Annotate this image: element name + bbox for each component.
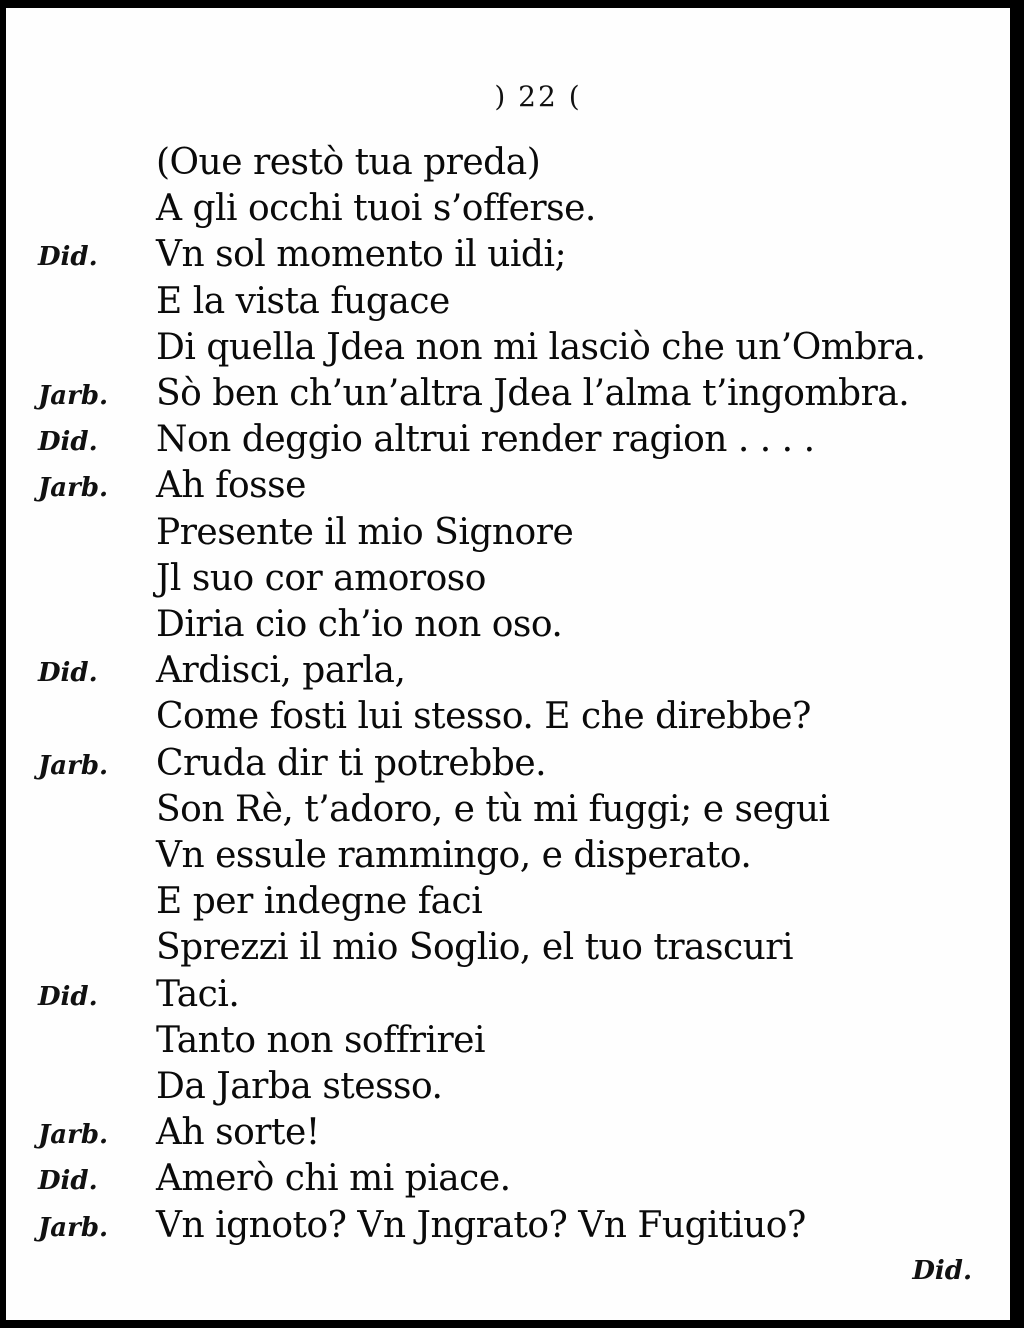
speaker-label: Jarb. [38, 1120, 109, 1151]
verse-text: Vn essule rammingo, e disperato. [156, 835, 752, 876]
verse-text: Non deggio altrui render ragion . . . . [156, 419, 815, 461]
verse-line [6, 465, 1010, 511]
speaker-label: Jarb. [38, 381, 109, 411]
verse-line [6, 234, 1010, 280]
verse-text: Ah sorte! [156, 1112, 320, 1154]
verse-text: E la vista fugace [156, 280, 450, 322]
verse-line [6, 1112, 1010, 1158]
verse-line [6, 789, 1010, 835]
verse-text: Diria cio ch’io non oso. [156, 604, 563, 645]
verse-line [6, 1066, 1010, 1112]
speaker-label: Did. [38, 427, 98, 458]
speaker-label: Did. [38, 981, 98, 1012]
verse-text: Vn sol momento il uidi; [156, 234, 567, 276]
speaker-label: Jarb. [38, 1212, 109, 1243]
verse-line [6, 558, 1010, 604]
verse-line [6, 373, 1010, 419]
verse-line [6, 696, 1010, 742]
speaker-label: Did. [38, 1166, 98, 1197]
speaker-label: Did. [38, 658, 98, 689]
verse-line [6, 512, 1010, 558]
verse-text: Son Rè, t’adoro, e tù mi fuggi; e segui [156, 788, 830, 830]
verse-text: Ardisci, parla, [156, 650, 406, 692]
verse-line [6, 835, 1010, 881]
verse-text: Tanto non soffrirei [156, 1019, 485, 1061]
verse-line [6, 142, 1010, 188]
verse-text: Cruda dir ti potrebbe. [156, 742, 547, 784]
verse-line [6, 188, 1010, 234]
verse-text: Di quella Jdea non mi lasciò che un’Ombra. [156, 326, 926, 368]
book-page [6, 8, 1010, 1320]
speaker-label: Jarb. [38, 750, 109, 781]
verse-text: Ah fosse [156, 465, 306, 507]
verse-line [6, 974, 1010, 1020]
verse-line [6, 604, 1010, 650]
verse-text: E per indegne faci [156, 881, 483, 923]
verse-text: Amerò chi mi piace. [156, 1158, 511, 1200]
verse-line [6, 881, 1010, 927]
catchword: Did. [912, 1256, 972, 1286]
verse-text: (Oue restò tua preda) [156, 142, 541, 183]
verse-text: Sprezzi il mio Soglio, el tuo trascuri [156, 927, 794, 969]
verse-line [6, 1158, 1010, 1204]
verse-text: Presente il mio Signore [156, 511, 574, 553]
page-number: ) 22 ( [494, 80, 582, 113]
verse-text: Sò ben ch’un’altra Jdea l’alma t’ingombra. [156, 373, 910, 414]
verse-line [6, 743, 1010, 789]
verse-line [6, 927, 1010, 973]
verse-text: Da Jarba stesso. [156, 1066, 443, 1107]
verse-text: Taci. [156, 973, 240, 1015]
verse-line [6, 1205, 1010, 1251]
verse-text: A gli occhi tuoi s’offerse. [156, 188, 596, 230]
verse-line [6, 419, 1010, 465]
verse-line [6, 281, 1010, 327]
verse-line [6, 650, 1010, 696]
verse-text: Jl suo cor amoroso [156, 557, 486, 599]
verse-line [6, 1020, 1010, 1066]
verse-text: Come fosti lui stesso. E che direbbe? [156, 696, 811, 738]
speaker-label: Jarb. [38, 473, 109, 504]
verse-line [6, 327, 1010, 373]
speaker-label: Did. [38, 242, 98, 273]
verse-text: Vn ignoto? Vn Jngrato? Vn Fugitiuo? [156, 1204, 806, 1246]
